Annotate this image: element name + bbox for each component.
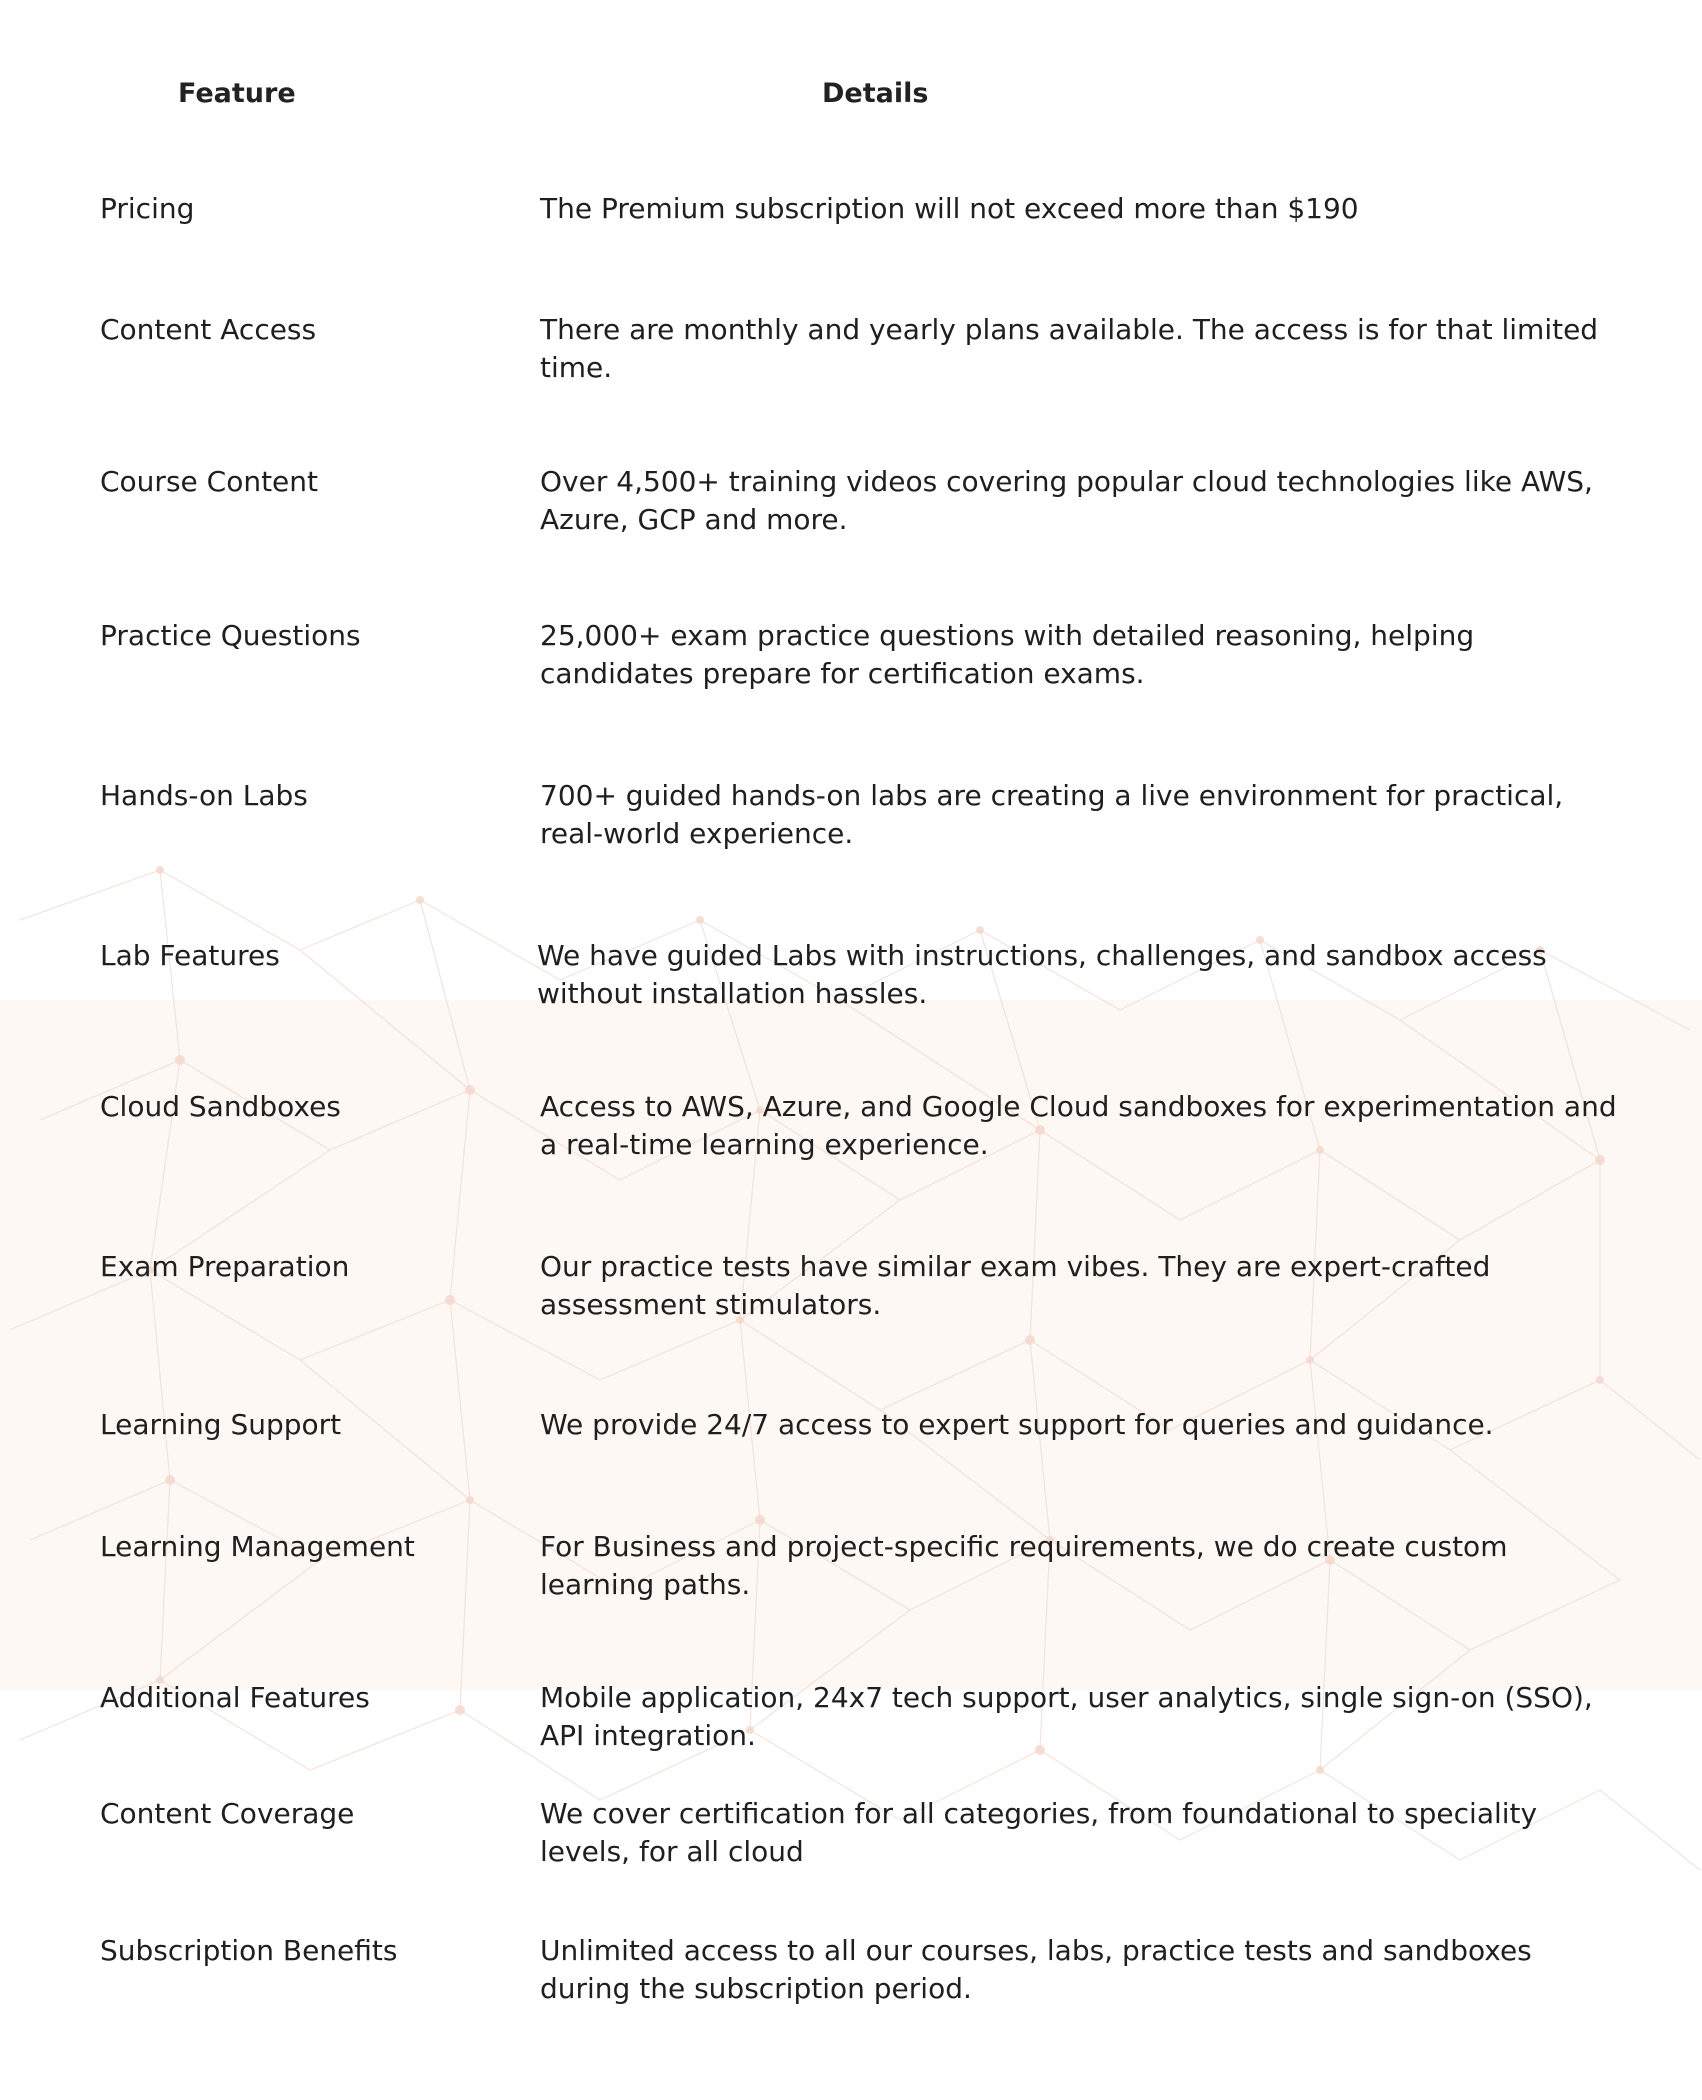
feature-label: Content Access [100, 313, 317, 346]
feature-label: Content Coverage [100, 1797, 355, 1830]
feature-details: Mobile application, 24x7 tech support, user analytics, single sign-on (SSO), API integration. [540, 1681, 1593, 1752]
feature-label: Exam Preparation [100, 1250, 350, 1283]
feature-details: Our practice tests have similar exam vibes. They are expert-crafted assessment stimulators. [540, 1250, 1491, 1321]
feature-details: Access to AWS, Azure, and Google Cloud sandboxes for experimentation and a real-time learning experience. [540, 1090, 1617, 1161]
feature-label: Course Content [100, 465, 319, 498]
feature-details: For Business and project-specific requirements, we do create custom learning paths. [540, 1530, 1508, 1601]
feature-details: Over 4,500+ training videos covering popular cloud technologies like AWS, Azure, GCP and more. [540, 465, 1593, 536]
feature-details: We cover certification for all categories, from foundational to speciality levels, for all cloud [540, 1797, 1538, 1868]
column-header-details: Details [822, 78, 929, 109]
feature-label: Lab Features [100, 939, 280, 972]
feature-label: Subscription Benefits [100, 1934, 398, 1967]
feature-details: 700+ guided hands-on labs are creating a live environment for practical, real-world experience. [540, 779, 1564, 850]
feature-label: Additional Features [100, 1681, 370, 1714]
feature-label: Learning Management [100, 1530, 415, 1563]
feature-label: Hands-on Labs [100, 779, 308, 812]
feature-label: Cloud Sandboxes [100, 1090, 341, 1123]
feature-label: Pricing [100, 192, 195, 225]
feature-label: Practice Questions [100, 619, 361, 652]
feature-details: We have guided Labs with instructions, challenges, and sandbox access without installation hassles. [537, 939, 1547, 1010]
feature-label: Learning Support [100, 1408, 342, 1441]
feature-details: 25,000+ exam practice questions with detailed reasoning, helping candidates prepare for certification exams. [540, 619, 1475, 690]
feature-details: We provide 24/7 access to expert support for queries and guidance. [540, 1408, 1494, 1441]
feature-details: Unlimited access to all our courses, labs, practice tests and sandboxes during the subscription period. [540, 1934, 1532, 2005]
column-header-feature: Feature [178, 78, 296, 109]
feature-details: There are monthly and yearly plans available. The access is for that limited time. [540, 313, 1599, 384]
feature-details: The Premium subscription will not exceed more than $190 [540, 192, 1359, 225]
